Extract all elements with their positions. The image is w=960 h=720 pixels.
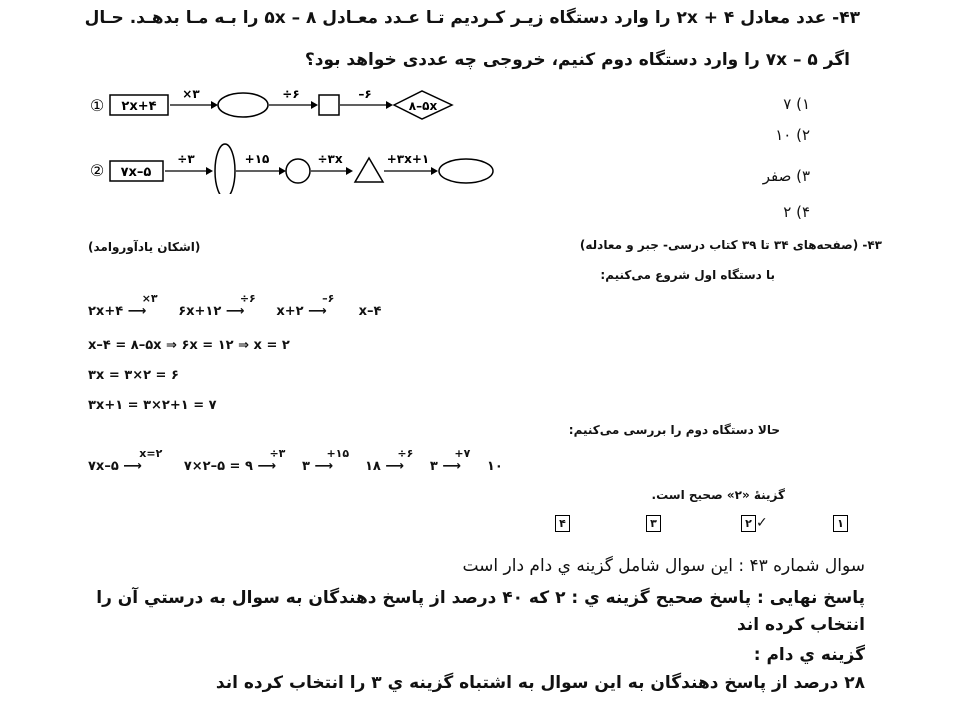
m2-circle	[286, 159, 310, 183]
chain-2: ۷x–۵ x=۲ ⟶ ۷×۲–۵ = ۹ ÷۳ ⟶ ۳ +۱۵ ⟶ ۱۸ ÷۶ ⟶ ۳ +۷ ⟶ ۱۰	[88, 447, 503, 474]
solution-second: حالا دستگاه دوم را بررسی می‌کنیم:	[568, 423, 780, 437]
m1-ellipse	[218, 93, 268, 117]
answer-box-1: ۱	[833, 512, 848, 532]
machines-diagram	[85, 84, 505, 194]
chain-1-c: x+۲	[276, 304, 304, 319]
machine-2-input: ۷x–۵	[120, 165, 152, 180]
note-final-answer: پاسخ نهایی : پاسخ صحیح گزینه ي : ۲ که ۴۰ درصد از پاسخ دهندگان به سوال به درستي آن را انتخاب کرده اند	[96, 588, 865, 635]
m1-arrow-1-head	[211, 101, 218, 109]
chain-1-arrow-2: ÷۶ ⟶	[225, 292, 256, 319]
m1-op-3: –۶	[358, 87, 372, 101]
m2-arrow-4-head	[431, 167, 438, 175]
machine-1-number: ①	[89, 96, 105, 115]
solution-start: با دستگاه اول شروع می‌کنیم:	[600, 268, 775, 282]
m1-arrow-3-head	[386, 101, 393, 109]
answer-box-3: ۳	[646, 512, 661, 532]
m2-tall-ellipse	[215, 144, 235, 194]
m2-arrow-3-head	[346, 167, 353, 175]
chain-1-a: ۲x+۴	[88, 304, 124, 319]
m1-output: ۸–۵x	[408, 99, 438, 113]
m2-triangle	[355, 158, 383, 182]
chain-1	[88, 292, 382, 319]
chain-1-arrow-1: ×۳ ⟶	[127, 292, 158, 319]
note-trap-heading: گزینه ي دام :	[753, 645, 865, 665]
solution-source: (اشکان یادآوروامد)	[88, 240, 201, 254]
answer-box-4: ۴	[555, 512, 570, 532]
m2-op-3: ÷۳x	[317, 152, 343, 166]
solution-reference: ۴۳- (صفحه‌های ۳۴ تا ۳۹ کتاب درسی- جبر و معادله)	[579, 238, 882, 252]
question-line-2: اگر ۵ – ۷x را وارد دستگاه دوم کنیم، خروجی چه عددی خواهد بود؟	[304, 50, 850, 70]
m2-op-4: +۳x+۱	[386, 152, 430, 166]
answer-box-2: ۲ ✓	[741, 512, 768, 532]
machine-1-input: ۲x+۴	[121, 99, 157, 114]
solution-equation-2: ۳x = ۳×۲ = ۶	[88, 368, 179, 383]
m2-output-ellipse	[439, 159, 493, 183]
m1-square	[319, 95, 339, 115]
m1-op-1: ×۳	[182, 87, 200, 101]
chain-1-b: ۶x+۱۲	[178, 304, 222, 319]
m2-arrow-1-head	[206, 167, 213, 175]
check-icon: ✓	[756, 515, 768, 531]
solution-equation-3: ۳x+۱ = ۳×۲+۱ = ۷	[88, 398, 217, 413]
chain-1-arrow-3: –۶ ⟶	[308, 292, 335, 319]
m2-op-1: ÷۳	[177, 152, 195, 166]
note-trap-detail: ۲۸ درصد از پاسخ دهندگان به این سوال به اشتباه گزینه ي ۳ را انتخاب کرده اند	[215, 673, 865, 693]
m2-arrow-2-head	[279, 167, 286, 175]
note-question-number: سوال شماره ۴۳ : این سوال شامل گزینه ي دام دار است	[462, 556, 865, 576]
m1-arrow-2-head	[311, 101, 318, 109]
option-3: ۳) صفر	[762, 167, 810, 185]
question-line-1: ۴۳- عدد معادل ۴ + ۲x را وارد دستگاه زیـر کـردیم تـا عـدد معـادل ۵x – ۸ را بـه مـا بدهـد. حـال	[84, 8, 860, 28]
solution-equation-1: x–۴ = ۸–۵x ⇒ ۶x = ۱۲ ⇒ x = ۲	[88, 338, 290, 353]
machine-2-number: ②	[89, 161, 105, 180]
answer-statement: گزینهٔ «۲» صحیح است.	[651, 488, 785, 502]
option-2: ۲) ۱۰	[775, 126, 810, 144]
m1-op-2: ÷۶	[282, 87, 300, 101]
option-1: ۱) ۷	[783, 95, 810, 113]
chain-1-d: x–۴	[358, 304, 382, 319]
m2-op-2: +۱۵	[244, 152, 270, 166]
option-4: ۴) ۲	[783, 203, 810, 221]
